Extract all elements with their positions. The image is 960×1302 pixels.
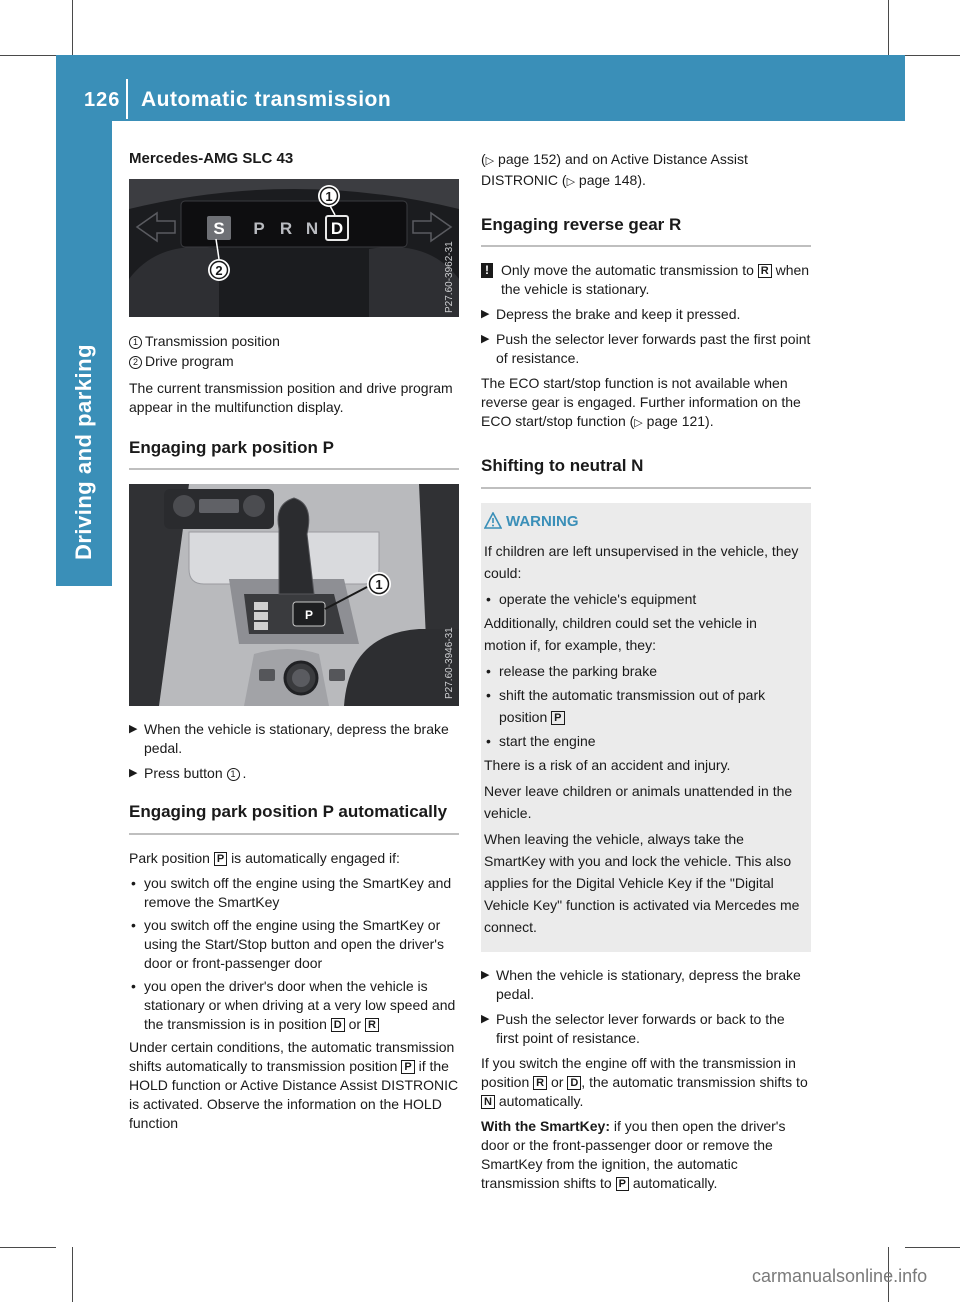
auto-bullet-3: [129, 977, 459, 1034]
warning-bullet-4: [484, 730, 801, 752]
note-b: when the vehicle is stationary.: [501, 262, 810, 298]
bullet-icon: •: [131, 916, 136, 933]
key-r-icon: R: [758, 264, 772, 278]
auto-outro-a: Under certain conditions, the automatic transmission shifts automatically to transmission position: [129, 1038, 455, 1074]
continued-text: [481, 150, 811, 192]
arrow-icon: ▶: [481, 308, 490, 321]
neutral-heading: Shifting to neutral N: [481, 455, 811, 488]
page-ref-icon: ▷: [634, 417, 643, 430]
reverse-step-1: [481, 305, 811, 324]
key-p-icon: P: [214, 852, 227, 866]
cont-b: page 152) and on Active Distance Assist DISTRONIC (: [481, 151, 748, 188]
final-or: or: [551, 1073, 564, 1090]
figure-instrument-cluster: [129, 179, 459, 317]
smartkey-text: [481, 1117, 811, 1193]
warning-p2: Additionally, children could set the vehicle in motion if, for example, they:: [484, 614, 757, 653]
legend-num-2: 2: [129, 356, 142, 369]
auto-bullet-1: [129, 874, 459, 912]
auto-bullet-2-text: you switch off the engine using the SmartKey or using the Start/Stop button and open the driver's door or front-passenger door: [144, 916, 444, 971]
auto-heading: Engaging park position P automatically: [129, 801, 459, 834]
warning-title: [484, 513, 801, 530]
warning-p3: There is a risk of an accident and injury.: [484, 756, 731, 773]
warning-bullet-1: [484, 588, 801, 610]
bullet-icon: •: [486, 732, 491, 749]
crop-mark: [888, 0, 889, 55]
legend-text-2: Drive program: [145, 353, 234, 369]
final-b: , the automatic transmission shifts to: [581, 1073, 808, 1090]
crop-mark: [72, 0, 73, 55]
auto-bullet-1-text: you switch off the engine using the SmartKey and remove the SmartKey: [144, 874, 452, 910]
bullet-icon: •: [131, 874, 136, 891]
bullet-icon: •: [131, 977, 136, 994]
chapter-title: Automatic transmission: [141, 88, 392, 111]
crop-mark: [0, 1247, 56, 1248]
intro-text: The current transmission position and drive program appear in the multifunction display.: [129, 380, 453, 415]
smartkey-lead: With the SmartKey:: [481, 1117, 611, 1134]
neutral-step-1-text: When the vehicle is stationary, depress the brake pedal.: [496, 966, 801, 1002]
arrow-icon: ▶: [481, 333, 490, 346]
right-column: [481, 150, 811, 1199]
reverse-step-1-text: Depress the brake and keep it pressed.: [496, 306, 741, 323]
arrow-icon: ▶: [129, 723, 138, 736]
smartkey-b: automatically.: [632, 1174, 718, 1191]
park-step-2-end: .: [242, 765, 247, 782]
park-step-2: [129, 764, 459, 783]
bullet-icon: •: [486, 686, 491, 703]
warning-bullet-1-text: operate the vehicle's equipment: [499, 590, 697, 607]
arrow-icon: ▶: [129, 767, 138, 780]
model-heading: Mercedes-AMG SLC 43: [129, 150, 294, 167]
left-column: [129, 150, 459, 1139]
warning-triangle-icon: [484, 512, 502, 529]
selector-letter-p: P: [253, 219, 265, 238]
cont-a: (: [481, 151, 486, 167]
key-n-icon: N: [481, 1095, 495, 1109]
warning-bullet-2: [484, 660, 801, 682]
park-step-1: [129, 720, 459, 758]
selector-letter-d: D: [330, 219, 344, 238]
park-step-1-text: When the vehicle is stationary, depress the brake pedal.: [144, 721, 449, 757]
reverse-heading: Engaging reverse gear R: [481, 214, 811, 247]
bullet-icon: •: [486, 590, 491, 607]
watermark: carmanualsonline.info: [752, 1266, 928, 1286]
final-a: If you switch the engine off with the transmission in position: [481, 1054, 796, 1090]
reverse-note: [481, 261, 811, 299]
crop-mark: [72, 1247, 73, 1302]
note-a: Only move the automatic transmission to: [501, 262, 754, 279]
bullet-icon: •: [486, 662, 491, 679]
legend-item-1: [129, 331, 459, 351]
eco-text: [481, 374, 811, 433]
warning-p5: When leaving the vehicle, always take the SmartKey with you and lock the vehicle. This also applies for the Digital Vehicle Key if the "Digital Vehicle Key" function is activated via Mercedes me connect.: [484, 830, 800, 935]
exclamation-icon: !: [481, 263, 493, 278]
arrow-icon: ▶: [481, 1012, 490, 1025]
warning-bullet-2-text: release the parking brake: [499, 662, 657, 679]
legend-item-2: [129, 351, 459, 371]
key-d-icon: D: [331, 1018, 345, 1032]
auto-intro-a: Park position: [129, 849, 210, 866]
page-ref-icon: ▷: [566, 176, 576, 188]
warning-bullet-4-text: start the engine: [499, 732, 596, 749]
reverse-step-2-text: Push the selector lever forwards past the first point of resistance.: [496, 331, 811, 367]
neutral-step-2-text: Push the selector lever forwards or back to the first point of resistance.: [496, 1010, 785, 1046]
selector-letter-n: N: [305, 219, 319, 238]
fig2-callout-1: 1: [375, 577, 383, 593]
key-r-icon: R: [533, 1076, 547, 1090]
auto-outro: [129, 1038, 459, 1133]
key-r-icon: R: [365, 1018, 379, 1032]
park-button-label: P: [304, 608, 314, 623]
warning-bullet-3: [484, 684, 801, 728]
auto-intro-b: is automatically engaged if:: [231, 849, 400, 866]
warning-box: [481, 503, 811, 952]
neutral-step-2: [481, 1010, 811, 1048]
crop-mark: [905, 55, 960, 56]
fig1-callout-2: 2: [215, 263, 223, 278]
key-p-icon: P: [551, 711, 564, 725]
cont-c: page 148).: [578, 172, 646, 188]
page-number: 126: [84, 89, 121, 111]
key-d-icon: D: [567, 1076, 581, 1090]
figure-center-console: [129, 484, 459, 706]
smartkey-a: if you then open the driver's door or the front-passenger door or remove the SmartKey from the ignition, the automatic transmission shifts to: [481, 1117, 786, 1191]
key-p-icon: P: [401, 1060, 414, 1074]
final-c: automatically.: [498, 1092, 584, 1109]
eco-a: The ECO start/stop function is not available when reverse gear is engaged. Further information on the ECO start/stop function (: [481, 375, 801, 430]
page-ref-icon: ▷: [485, 155, 495, 167]
center-console-illustration: [129, 484, 459, 706]
fig2-code: P27.60-3946-31: [444, 627, 455, 700]
auto-bullet-3-or: or: [348, 1015, 362, 1032]
auto-intro: [129, 849, 459, 868]
legend-num-1: 1: [129, 336, 142, 349]
crop-mark: [905, 1247, 960, 1248]
selector-letter-r: R: [279, 219, 293, 238]
fig1-callout-1: 1: [325, 189, 333, 204]
warning-title-text: WARNING: [506, 512, 579, 530]
instrument-cluster-illustration: [129, 179, 459, 317]
park-heading: Engaging park position P: [129, 437, 459, 470]
warning-p4: Never leave children or animals unattended in the vehicle.: [484, 782, 793, 821]
selector-letter-s: S: [213, 219, 225, 238]
auto-bullet-3-text: you open the driver's door when the vehicle is stationary or when driving at a very low speed and the transmission is in position: [144, 977, 456, 1032]
eco-b: page 121).: [646, 413, 714, 430]
auto-outro-b: if the HOLD function or Active Distance Assist DISTRONIC is activated. Observe the information on the HOLD function: [129, 1057, 459, 1131]
neutral-step-1: [481, 966, 811, 1004]
callout-num-1: 1: [227, 768, 240, 781]
key-p-icon: P: [616, 1177, 629, 1191]
reverse-step-2: [481, 330, 811, 368]
header-divider: [126, 79, 128, 119]
final-text: [481, 1054, 811, 1111]
warning-p1: If children are left unsupervised in the vehicle, they could:: [484, 542, 799, 581]
warning-bullet-3-text: shift the automatic transmission out of park position: [499, 686, 766, 725]
side-tab-label: Driving and parking: [71, 343, 96, 561]
crop-mark: [0, 55, 56, 56]
arrow-icon: ▶: [481, 968, 490, 981]
auto-bullet-2: [129, 916, 459, 973]
fig1-code: P27.60-3962-31: [444, 241, 455, 313]
park-step-2-text: Press button: [144, 765, 223, 782]
legend-text-1: Transmission position: [145, 333, 280, 349]
